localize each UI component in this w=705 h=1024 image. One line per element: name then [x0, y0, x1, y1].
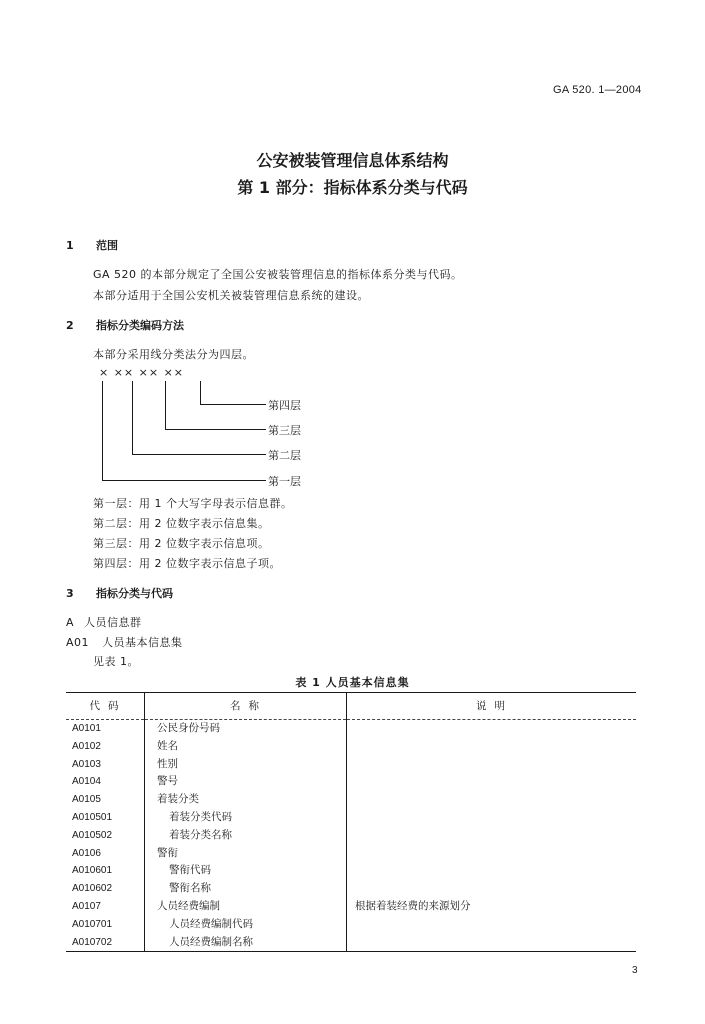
- row-note: [347, 934, 637, 952]
- layer-4-label: 第四层: [268, 399, 301, 412]
- table-row: [66, 809, 636, 827]
- row-code: A0103: [72, 758, 101, 770]
- row-name: 姓名: [157, 739, 178, 752]
- section-1-title: 范围: [96, 239, 118, 252]
- document-subtitle: 第 1 部分：指标体系分类与代码: [237, 178, 468, 197]
- header-note: 说明: [347, 693, 637, 720]
- row-code: A010602: [72, 883, 113, 895]
- page-number: 3: [632, 965, 638, 976]
- section-1-heading: [66, 237, 118, 253]
- row-code: A0106: [72, 847, 101, 859]
- section-1-paragraph-1: GA 520 的本部分规定了全国公安被装管理信息的指标体系分类与代码。: [93, 268, 463, 281]
- section-3-number: 3: [66, 587, 74, 600]
- document-title: 公安被装管理信息体系结构: [256, 151, 449, 170]
- set-a01-name: 人员基本信息集: [102, 636, 183, 649]
- standard-number: GA 520. 1—2004: [553, 84, 642, 96]
- header-name: 名称: [145, 693, 347, 720]
- row-note: [347, 756, 637, 774]
- layer-3-label: 第三层: [268, 424, 301, 437]
- row-code: A0105: [72, 794, 101, 806]
- row-code: A010501: [72, 811, 113, 823]
- section-3-title: 指标分类与代码: [96, 587, 173, 600]
- row-name: 性别: [157, 757, 178, 770]
- row-name: 警衔: [157, 846, 178, 859]
- set-a01-heading: [66, 634, 183, 650]
- info-set-table: [66, 692, 636, 952]
- row-note: 根据着装经费的来源划分: [347, 898, 637, 916]
- layer-2-description: 第二层：用 2 位数字表示信息集。: [93, 517, 270, 530]
- row-code: A010701: [72, 918, 113, 930]
- row-note: [347, 738, 637, 756]
- table-row: [66, 791, 636, 809]
- section-2-paragraph: 本部分采用线分类法分为四层。: [93, 348, 254, 361]
- row-code: A0101: [72, 723, 101, 734]
- table-row: [66, 898, 636, 916]
- row-name: 人员经费编制: [157, 899, 220, 912]
- layer-4-description: 第四层：用 2 位数字表示信息子项。: [93, 557, 281, 570]
- row-code: A0104: [72, 776, 101, 788]
- row-name: 着装分类: [157, 793, 199, 806]
- table-row: [66, 738, 636, 756]
- code-pattern: × ×× ×× ××: [99, 366, 185, 379]
- row-name: 人员经费编制代码: [169, 917, 253, 930]
- row-note: [347, 880, 637, 898]
- row-note: [347, 845, 637, 863]
- section-2-number: 2: [66, 319, 74, 332]
- row-note: [347, 809, 637, 827]
- see-table-note: 见表 1。: [93, 655, 139, 668]
- row-code: A0102: [72, 740, 101, 752]
- section-1-number: 1: [66, 239, 74, 252]
- row-name: 着装分类代码: [169, 810, 232, 823]
- table-row: [66, 756, 636, 774]
- row-name: 人员经费编制名称: [169, 935, 253, 948]
- row-name: 着装分类名称: [169, 828, 232, 841]
- table-row: [66, 880, 636, 898]
- row-name: 警号: [157, 775, 178, 788]
- table-row: [66, 827, 636, 845]
- row-note: [347, 827, 637, 845]
- group-a-name: 人员信息群: [84, 616, 142, 629]
- row-name: 警衔代码: [169, 864, 211, 877]
- table-row: [66, 773, 636, 791]
- section-3-heading: [66, 585, 173, 601]
- row-code: A0107: [72, 900, 101, 912]
- layer-2-label: 第二层: [268, 449, 301, 462]
- row-code: A010502: [72, 829, 113, 841]
- row-code: A010601: [72, 865, 113, 877]
- row-note: [347, 791, 637, 809]
- group-a-heading: [66, 614, 142, 630]
- table-row: [66, 720, 636, 738]
- row-note: [347, 916, 637, 934]
- set-a01-code: A01: [66, 636, 90, 649]
- table-row: [66, 845, 636, 863]
- layer-1-label: 第一层: [268, 475, 301, 488]
- table-row: [66, 934, 636, 952]
- row-name: 公民身份号码: [157, 722, 220, 734]
- group-a-code: A: [66, 616, 75, 629]
- row-name: 警衔名称: [169, 882, 211, 895]
- layer-1-description: 第一层：用 1 个大写字母表示信息群。: [93, 497, 293, 510]
- section-2-title: 指标分类编码方法: [96, 319, 184, 332]
- table-row: [66, 916, 636, 934]
- header-code: 代码: [66, 693, 145, 720]
- table-row: [66, 862, 636, 880]
- section-2-heading: [66, 317, 184, 333]
- section-1-paragraph-2: 本部分适用于全国公安机关被装管理信息系统的建设。: [93, 289, 369, 302]
- row-code: A010702: [66, 934, 145, 952]
- table-caption: 表 1 人员基本信息集: [295, 676, 410, 689]
- row-note: [347, 862, 637, 880]
- row-note: [347, 773, 637, 791]
- row-note: [347, 720, 637, 738]
- layer-3-description: 第三层：用 2 位数字表示信息项。: [93, 537, 270, 550]
- table-header-row: [66, 693, 636, 720]
